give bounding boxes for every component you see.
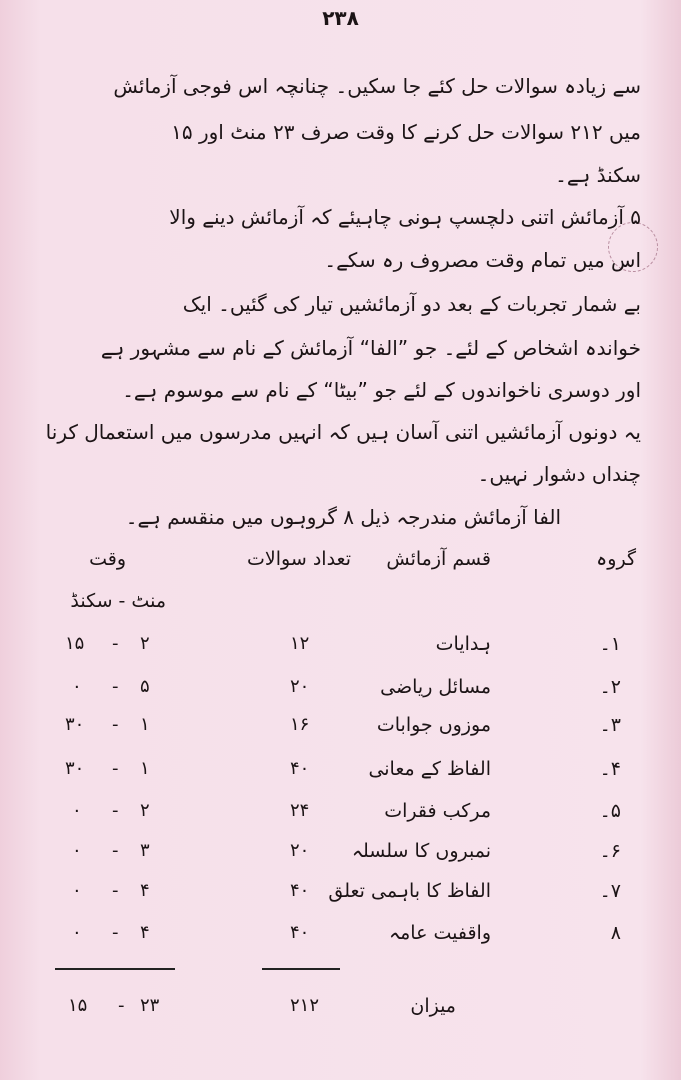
row-dash: - [112,758,119,779]
total-question-count: ۲۱۲ [290,995,320,1016]
row-test-type: ہدایات [435,633,491,655]
row-test-type: مسائل ریاضی [380,676,491,698]
row-question-count: ۲۰ [290,840,310,861]
row-minutes: ۳ [140,840,150,861]
row-group: ۳۔ [599,714,621,736]
row-minutes: ۱ [140,758,150,779]
row-group: ۶۔ [599,840,621,862]
text-line-7: خواندہ اشخاص کے لئے۔ جو ”الفا“ آزمائش کے نام سے مشہور ہے [100,336,641,360]
row-question-count: ۱۶ [290,714,310,735]
text-line-3: سکنڈ ہے۔ [555,163,641,187]
header-time-units: منٹ - سکنڈ [70,590,166,612]
row-minutes: ۵ [140,676,150,697]
page-number: ۲۳۸ [322,6,359,30]
row-group: ۷۔ [599,880,621,902]
row-seconds: ۰ [72,880,82,901]
row-seconds: ۱۵ [65,633,85,654]
header-time: وقت [89,548,126,570]
row-dash: - [112,840,119,861]
row-question-count: ۴۰ [290,758,310,779]
row-question-count: ۴۰ [290,880,310,901]
row-seconds: ۰ [72,676,82,697]
row-question-count: ۱۲ [290,633,310,654]
row-test-type: نمبروں کا سلسلہ [351,840,491,862]
row-minutes: ۲ [140,633,150,654]
row-dash: - [112,633,119,654]
header-group: گروہ [596,548,636,570]
row-seconds: ۰ [72,922,82,943]
row-test-type: الفاظ کا باہمی تعلق [328,880,491,902]
total-rule-time [55,968,175,970]
text-line-4: ۵ آزمائش اتنی دلچسپ ہونی چاہیئے کہ آزمائش دینے والا [169,205,641,229]
row-minutes: ۴ [140,880,150,901]
row-minutes: ۲ [140,800,150,821]
row-test-type: واقفیت عامہ [388,922,491,944]
row-question-count: ۴۰ [290,922,310,943]
total-label: میزان [410,995,456,1017]
row-minutes: ۱ [140,714,150,735]
row-dash: - [112,880,119,901]
row-group: ۵۔ [599,800,621,822]
row-test-type: الفاظ کے معانی [368,758,491,780]
text-line-9: یہ دونوں آزمائشیں اتنی آسان ہیں کہ انہیں مدرسوں میں استعمال کرنا [45,420,641,444]
row-group: ۴۔ [599,758,621,780]
text-line-1: سے زیادہ سوالات حل کئے جا سکیں۔ چنانچہ اس فوجی آزمائش [113,74,641,98]
row-seconds: ۰ [72,800,82,821]
header-test-type: قسم آزمائش [386,548,491,570]
text-line-2: میں ۲۱۲ سوالات حل کرنے کا وقت صرف ۲۳ منٹ اور ۱۵ [171,120,641,144]
text-line-10: چنداں دشوار نہیں۔ [477,462,641,486]
total-minutes: ۲۳ [140,995,160,1016]
row-dash: - [112,922,119,943]
row-dash: - [112,676,119,697]
row-question-count: ۲۰ [290,676,310,697]
row-test-type: مرکب فقرات [384,800,491,822]
row-group: ۲۔ [599,676,621,698]
row-seconds: ۳۰ [65,758,85,779]
text-line-8: اور دوسری ناخواندوں کے لئے جو ”بیٹا“ کے نام سے موسوم ہے۔ [122,378,641,402]
total-rule-questions [262,968,340,970]
row-seconds: ۳۰ [65,714,85,735]
row-question-count: ۲۴ [290,800,310,821]
row-seconds: ۰ [72,840,82,861]
row-group: ۸ [610,922,621,944]
total-seconds: ۱۵ [68,995,88,1016]
row-minutes: ۴ [140,922,150,943]
row-dash: - [112,800,119,821]
row-test-type: موزوں جوابات [376,714,491,736]
total-dash: - [118,995,125,1016]
header-question-count: تعداد سوالات [247,548,351,570]
text-line-5: اس میں تمام وقت مصروف رہ سکے۔ [324,248,641,272]
row-dash: - [112,714,119,735]
text-line-11: الفا آزمائش مندرجہ ذیل ۸ گروہوں میں منقسم ہے۔ [125,505,561,529]
row-group: ۱۔ [599,633,621,655]
text-line-6: بے شمار تجربات کے بعد دو آزمائشیں تیار کی گئیں۔ ایک [182,292,641,316]
